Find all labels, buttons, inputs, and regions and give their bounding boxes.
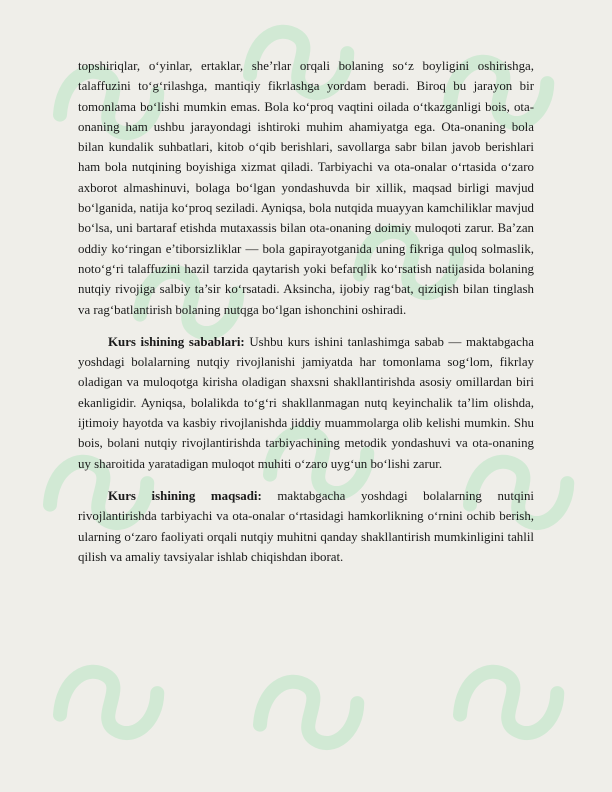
goal-text: maktabgacha yoshdagi bolalarning nutqini rivojlantirishda tarbiyachi va ota-onalar o‘rtasidagi hamkorlikning o‘rnini ochib berish, ularning o‘zaro faoliyati orqali nutqiy muhitni qanday shakllantirish mumkinligini tahlil qilish va amaliy tavsiyalar ishlab chiqishdan iborat. xyxy=(78,488,534,564)
paragraph-reasons xyxy=(78,332,534,474)
goal-heading: Kurs ishining maqsadi: xyxy=(108,488,262,503)
document-body xyxy=(78,56,534,579)
reasons-text: Ushbu kurs ishini tanlashimga sabab — maktabgacha yoshdagi bolalarning nutqiy rivojlanishi jamiyatda har tomonlama sog‘lom, fikrlay oladigan va muloqotga kirisha oladigan shaxsni shakllantirishda asosiy omillardan biri ekanligidir. Ayniqsa, bolalikda to‘g‘ri shakllanmagan nutq keyinchalik ta’lim olishda, ijtimoiy hayotda va kasbiy rivojlanishda jiddiy muammolarga olib kelishi mumkin. Shu bois, bolani nutqiy rivojlantirishda tarbiyachining metodik yondashuvi va ota-onaning uy sharoitida yaratadigan muloqot muhiti o‘zaro uyg‘un bo‘lishi zarur. xyxy=(78,334,534,471)
reasons-heading: Kurs ishining sabablari: xyxy=(108,334,245,349)
paragraph-parents-role: topshiriqlar, o‘yinlar, ertaklar, she’rlar orqali bolaning so‘z boyligini oshirishga, talaffuzini to‘g‘rilashga, mantiqiy fikrlashga yordam beradi. Biroq bu jarayon bir tomonlama bo‘lishi mumkin emas. Bola ko‘proq vaqtini oilada o‘tkazganligi bois, ota-onaning ham ushbu jarayondagi ishtiroki muhim ahamiyatga ega. Ota-onaning bola bilan kundalik suhbatlari, kitob o‘qib berishlari, savollarga sabr bilan javob berishlari ham bola nutqining boyishiga xizmat qiladi. Tarbiyachi va ota-onalar o‘rtasida o‘zaro axborot almashinuvi, bolaga bo‘lgan yondashuvda bir xillik, maqsad birligi mavjud bo‘lganida, natija ko‘proq seziladi. Ayniqsa, bola nutqida muayyan kamchiliklar mavjud bo‘lsa, uni bartaraf etishda mutaxassis bilan ota-onaning doimiy muloqoti zarur. Ba’zan oddiy ko‘ringan e’tiborsizliklar — bola gapirayotganida uning fikriga quloq solmaslik, noto‘g‘ri talaffuzini hazil tarzida qaytarish yoki befarqlik ko‘rsatish natijasida bolaning nutqiy rivojiga salbiy ta’sir ko‘rsatadi. Aksincha, ijobiy rag‘bat, qiziqish bilan tinglash va rag‘batlantirish bolaning nutqga bo‘lgan ishonchini oshiradi. xyxy=(78,59,534,317)
paragraph-goal xyxy=(78,486,534,567)
